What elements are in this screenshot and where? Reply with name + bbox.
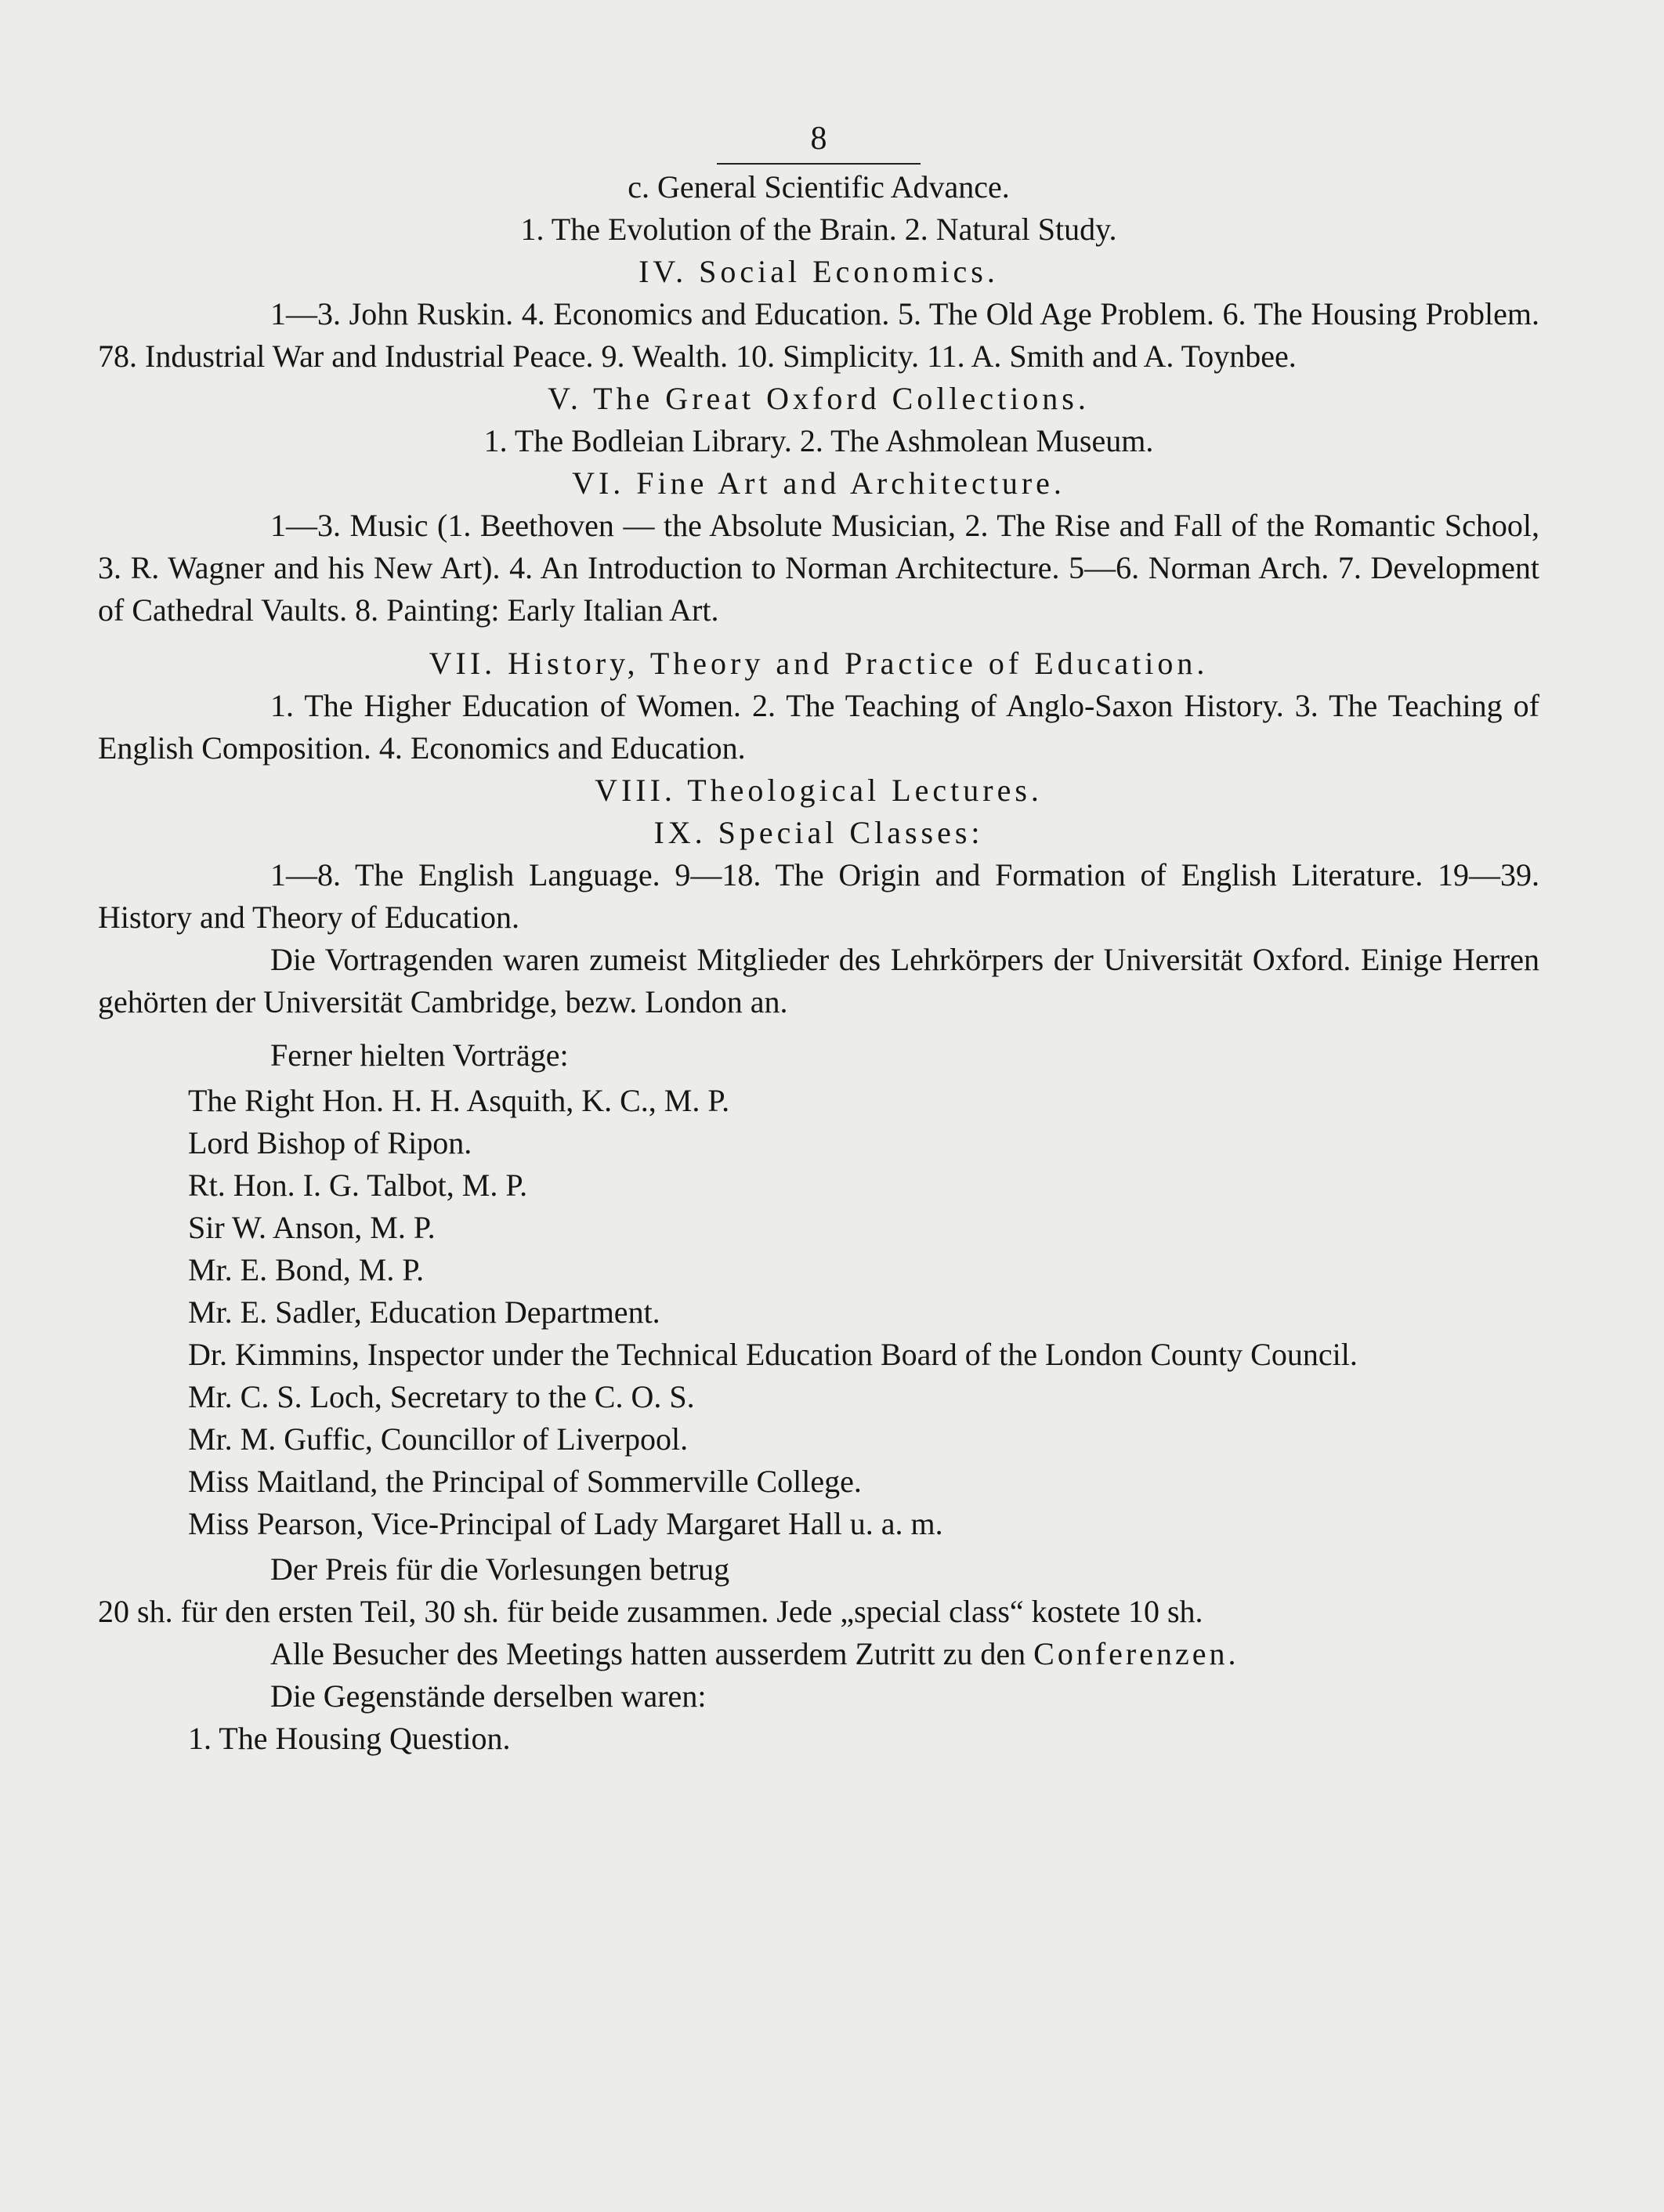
conference-word: Conferenzen. [1033,1636,1239,1671]
conference-topics-intro: Die Gegenstände derselben waren: [270,1678,707,1714]
price-intro: Der Preis für die Vorlesungen betrug [270,1551,730,1587]
lecturer-entry: Mr. C. S. Loch, Secretary to the C. O. S. [188,1379,695,1414]
lecturer-entry: Mr. E. Bond, M. P. [188,1252,425,1287]
lecturer-entry: Dr. Kimmins, Inspector under the Technical Education Board of the London County Council. [188,1337,1358,1372]
further-lecturers-intro: Ferner hielten Vorträge: [270,1037,569,1073]
section-viii-heading: VIII. Theological Lectures. [595,773,1043,808]
lecturer-entry: Rt. Hon. I. G. Talbot, M. P. [188,1168,528,1203]
price-detail: 20 sh. für den ersten Teil, 30 sh. für beide zusammen. Jede „special class“ kostete 10 sh. [98,1594,1203,1629]
lecturer-entry: Mr. E. Sadler, Education Department. [188,1294,660,1330]
page-number: 8 [810,121,827,157]
section-c-items: 1. The Evolution of the Brain. 2. Natural Study. [520,212,1117,247]
lecturers-note: Die Vortragenden waren zumeist Mitglieder des Lehrkörpers der Universität Oxford. Einige Herren gehörten der Universität Cambridge, bezw. London an. [98,942,1539,1019]
conference-access [98,1633,1539,1675]
section-iv-heading: IV. Social Economics. [638,254,999,289]
section-c-heading: c. General Scientific Advance. [628,169,1010,205]
page-content [98,118,1539,1760]
section-vi-items: 1—3. Music (1. Beethoven — the Absolute Musician, 2. The Rise and Fall of the Romantic School, 3. R. Wagner and his New Art). 4. An Introduction to Norman Architecture. 5—6. Norman Arch. 7. Development of Cathedral Vaults. 8. Painting: Early Italian Art. [98,508,1539,628]
section-vii-heading: VII. History, Theory and Practice of Education. [429,646,1209,681]
conference-topic-first: 1. The Housing Question. [188,1721,511,1756]
section-ix-heading: IX. Special Classes: [653,815,984,850]
conference-access-text: Alle Besucher des Meetings hatten ausserdem Zutritt zu den [270,1636,1026,1671]
section-vi-heading: VI. Fine Art and Architecture. [572,465,1065,501]
lecturer-entry: Mr. M. Guffic, Councillor of Liverpool. [188,1421,689,1457]
lecturer-list [98,1080,1539,1545]
section-v-heading: V. The Great Oxford Collections. [548,381,1090,416]
lecturer-entry: Sir W. Anson, M. P. [188,1210,436,1245]
section-ix-items: 1—8. The English Language. 9—18. The Origin and Formation of English Literature. 19—39. History and Theory of Education. [98,857,1539,935]
section-iv-items: 1—3. John Ruskin. 4. Economics and Education. 5. The Old Age Problem. 6. The Housing Problem. 78. Industrial War and Industrial Peace. 9. Wealth. 10. Simplicity. 11. A. Smith and A. Toynbee. [98,296,1539,374]
section-vii-items: 1. The Higher Education of Women. 2. The Teaching of Anglo-Saxon History. 3. The Teaching of English Composition. 4. Economics and Education. [98,688,1539,766]
lecturer-entry: Miss Maitland, the Principal of Sommerville College. [188,1464,862,1499]
header-rule [717,163,921,165]
lecturer-entry: The Right Hon. H. H. Asquith, K. C., M. P. [188,1083,730,1118]
lecturer-entry: Lord Bishop of Ripon. [188,1125,472,1160]
section-v-items: 1. The Bodleian Library. 2. The Ashmolean Museum. [483,423,1154,458]
lecturer-entry: Miss Pearson, Vice-Principal of Lady Margaret Hall u. a. m. [188,1506,943,1541]
